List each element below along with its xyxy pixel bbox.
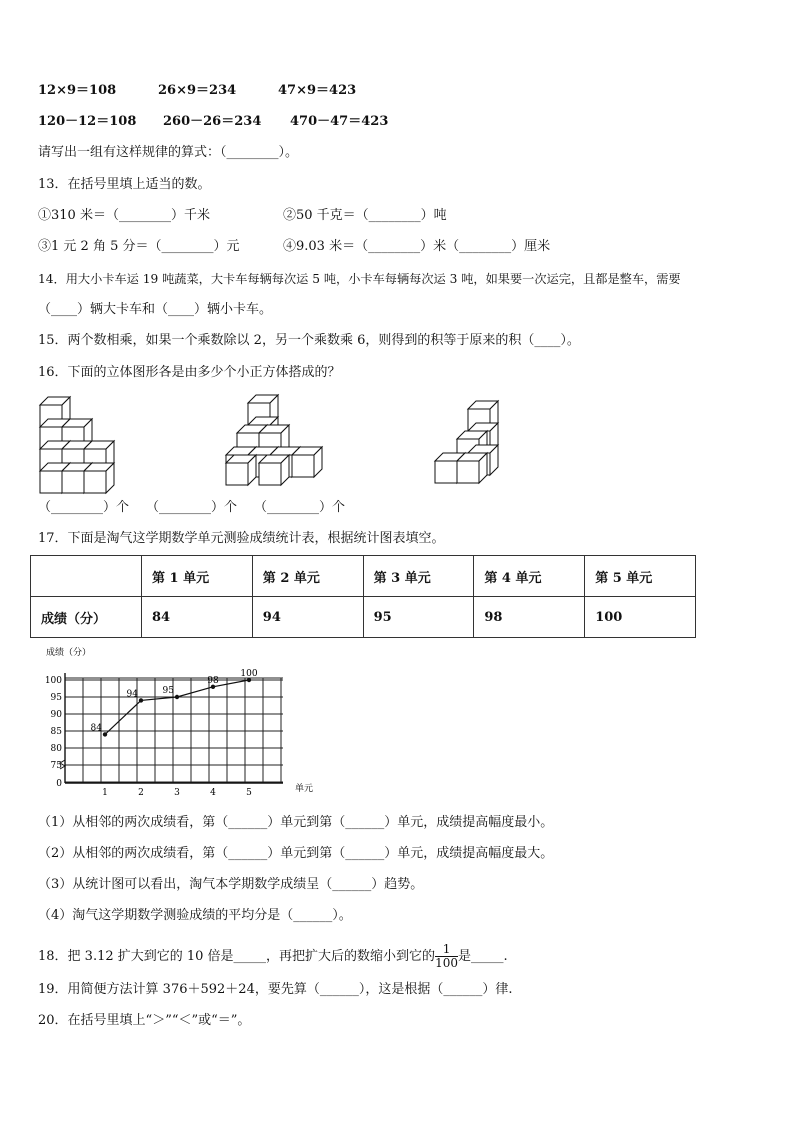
q16-blank-3: （________）个	[254, 500, 346, 515]
data-point	[103, 732, 107, 736]
table-header-cell: 第 4 单元	[474, 556, 585, 597]
cube-figure-2	[226, 395, 322, 485]
q18-after: 是_____.	[457, 949, 508, 964]
x-tick-label: 1	[102, 788, 108, 798]
y-tick-label: 85	[50, 727, 62, 737]
y-tick-label: 100	[44, 676, 62, 686]
chart-series	[91, 669, 258, 737]
score-table	[30, 555, 696, 638]
q13-item-3: ③1 元 2 角 5 分＝（________）元	[38, 239, 240, 254]
score-cell: 84	[142, 597, 253, 638]
q17-stem: 17．下面是淘气这学期数学单元测验成绩统计表，根据统计图表填空。	[38, 531, 445, 546]
score-cell: 98	[474, 597, 585, 638]
q13-item-2: ②50 千克＝（________）吨	[283, 208, 447, 223]
q18-before: 18．把 3.12 扩大到它的 10 倍是_____，再把扩大后的数缩小到它的	[38, 949, 436, 964]
table-header-cell: 第 2 单元	[252, 556, 363, 597]
q16-stem: 16．下面的立体图形各是由多少个小正方体搭成的？	[38, 365, 341, 380]
pattern-eq-3: 47×9＝423	[278, 83, 357, 98]
q17-sub-2: （2）从相邻的两次成绩看，第（______）单元到第（______）单元，成绩提高幅度最大。	[38, 846, 554, 861]
q15-text: 15．两个数相乘，如果一个乘数除以 2，另一个乘数乘 6，则得到的积等于原来的积（____）。	[38, 333, 580, 348]
q18-text	[38, 943, 508, 970]
y-tick-label: 90	[50, 710, 62, 720]
data-label: 100	[240, 669, 258, 679]
x-tick-label: 3	[174, 788, 180, 798]
table-header-cell: 第 5 单元	[585, 556, 696, 597]
table-row	[31, 597, 696, 638]
y-tick-label: 75	[50, 761, 62, 771]
y-tick-label: 95	[50, 693, 62, 703]
score-line-chart	[40, 645, 340, 805]
x-tick-label: 5	[246, 788, 252, 798]
q14-line-1: 14．用大小卡车运 19 吨蔬菜，大卡车每辆每次运 5 吨，小卡车每辆每次运 3 吨，如果要一次运完，且都是整车，需要	[38, 272, 681, 286]
fraction-numerator: 1	[435, 943, 458, 957]
x-tick-label: 4	[210, 788, 216, 798]
chart-x-label: 单元	[295, 784, 314, 794]
data-label: 98	[207, 675, 219, 686]
chart-y-label: 成绩（分）	[46, 648, 92, 658]
pattern-eq-4: 120－12＝108	[38, 114, 137, 129]
fraction	[435, 943, 458, 970]
y-tick-label: 0	[56, 779, 62, 789]
q13-item-1: ①310 米＝（________）千米	[38, 208, 210, 223]
pattern-eq-2: 26×9＝234	[158, 83, 237, 98]
table-header-row	[31, 556, 696, 597]
q17-sub-4: （4）淘气这学期数学测验成绩的平均分是（______）。	[38, 908, 352, 923]
score-cell: 95	[363, 597, 474, 638]
score-cell: 100	[585, 597, 696, 638]
q19-text: 19．用简便方法计算 376＋592＋24，要先算（______），这是根据（______）律.	[38, 982, 513, 997]
data-label: 94	[126, 689, 138, 700]
q17-sub-3: （3）从统计图可以看出，淘气本学期数学成绩呈（______）趋势。	[38, 877, 424, 892]
score-cell: 94	[252, 597, 363, 638]
pattern-eq-1: 12×9＝108	[38, 83, 117, 98]
q13-stem: 13．在括号里填上适当的数。	[38, 177, 211, 192]
q16-blank-1: （________）个	[38, 500, 130, 515]
table-header-cell	[31, 556, 142, 597]
pattern-prompt: 请写出一组有这样规律的算式：（________）。	[38, 145, 299, 160]
row-label: 成绩（分）	[31, 597, 142, 638]
data-point	[139, 698, 143, 702]
chart-ticks	[45, 676, 252, 798]
data-label: 84	[90, 723, 102, 734]
cube-figures	[0, 385, 794, 495]
x-tick-label: 2	[138, 788, 144, 798]
q14-line-2: （____）辆大卡车和（____）辆小卡车。	[38, 302, 273, 317]
cube-figure-3	[435, 401, 498, 483]
q20-text: 20．在括号里填上“＞”“＜”或“＝”。	[38, 1013, 251, 1028]
pattern-eq-5: 260－26＝234	[163, 114, 262, 129]
q17-sub-1: （1）从相邻的两次成绩看，第（______）单元到第（______）单元，成绩提高幅度最小。	[38, 815, 554, 830]
fraction-denominator: 100	[435, 956, 458, 970]
q13-item-4: ④9.03 米＝（________）米（________）厘米	[283, 239, 551, 254]
data-point	[175, 695, 179, 699]
data-label: 95	[162, 686, 174, 696]
y-tick-label: 80	[50, 744, 62, 754]
q16-blank-2: （________）个	[146, 500, 238, 515]
pattern-eq-6: 470－47＝423	[290, 114, 389, 129]
table-header-cell: 第 3 单元	[363, 556, 474, 597]
table-header-cell: 第 1 单元	[142, 556, 253, 597]
cube-figure-1	[40, 397, 114, 493]
